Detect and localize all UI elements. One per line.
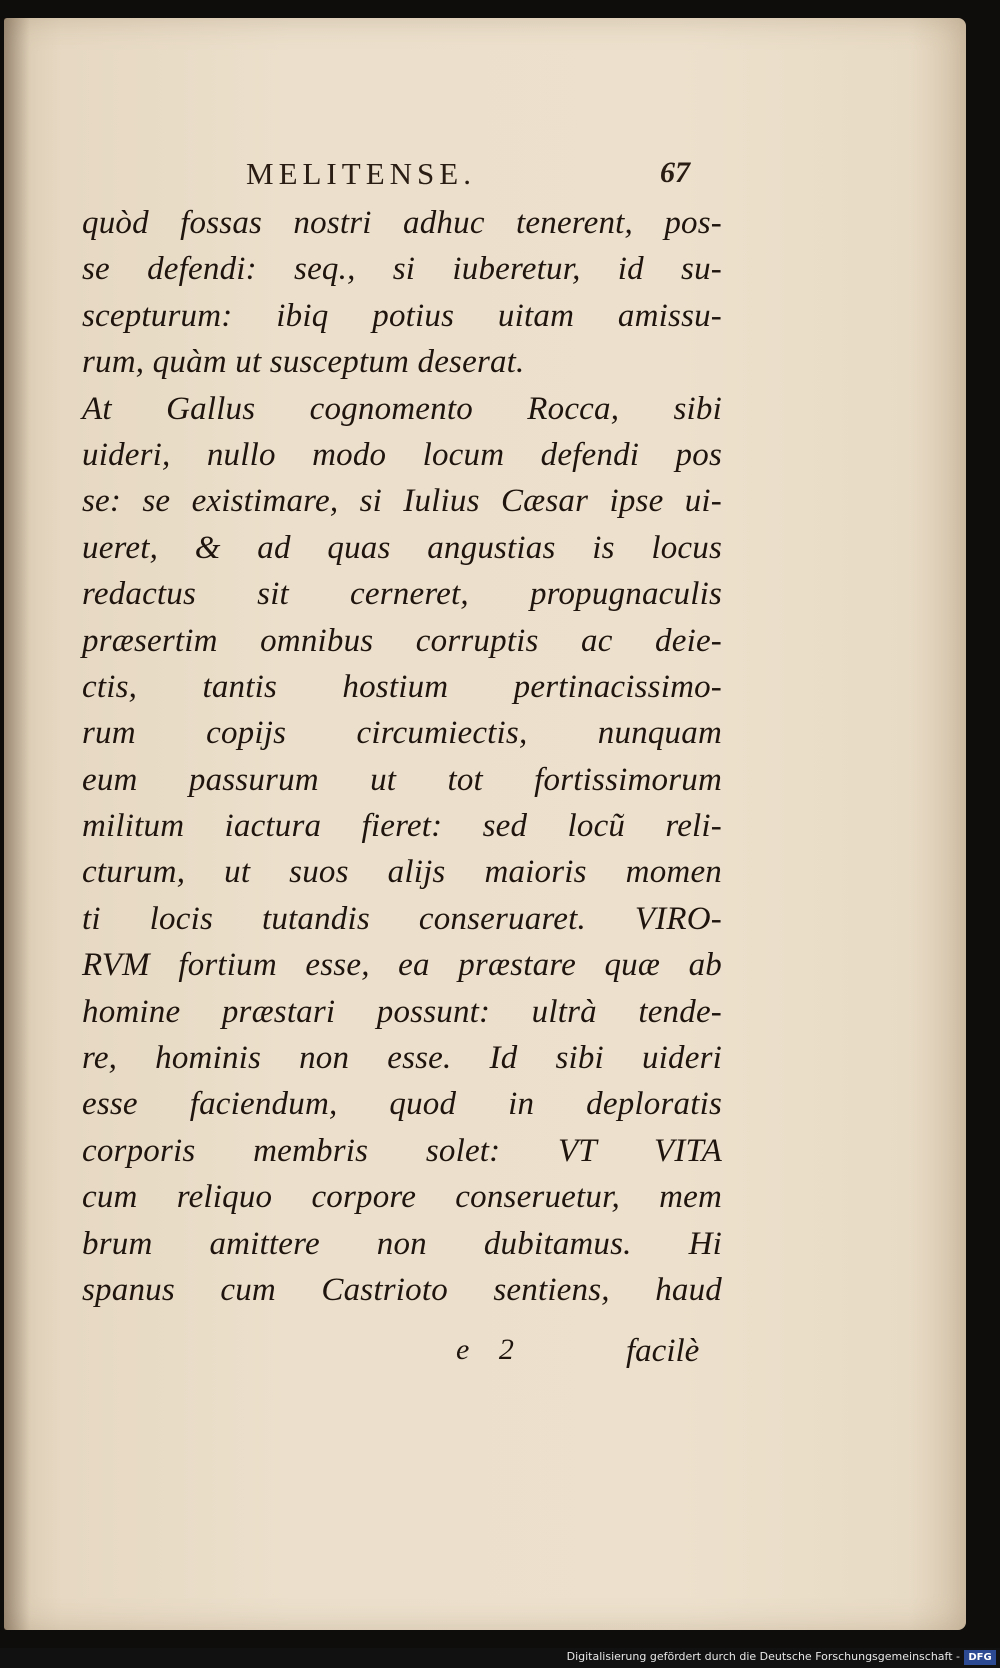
page-number: 67 <box>660 156 690 189</box>
text-line: corporis membris solet: VT VITA <box>82 1132 722 1169</box>
text-line: rum, quàm ut susceptum deserat. <box>82 344 525 381</box>
text-line: cum reliquo corpore conseruetur, mem <box>82 1179 722 1216</box>
text-block <box>82 200 722 1313</box>
credit-text: Digitalisierung gefördert durch die Deutsche Forschungsgemeinschaft - <box>566 1650 960 1663</box>
text-line: scepturum: ibiq potius uitam amissu- <box>82 297 722 334</box>
text-line: homine præstari possunt: ultrà tende- <box>82 993 722 1030</box>
signature-mark: e 2 <box>456 1333 514 1366</box>
text-line: rum copijs circumiectis, nunquam <box>82 715 722 752</box>
text-line: militum iactura fieret: sed locũ reli- <box>82 808 722 845</box>
catchword: facilè <box>626 1333 700 1369</box>
book-page <box>4 18 966 1630</box>
credit-bar <box>0 1648 1000 1668</box>
text-line: ueret, & ad quas angustias is locus <box>82 529 722 566</box>
running-head: MELITENSE. <box>246 156 476 191</box>
text-line: uideri, nullo modo locum defendi pos <box>82 436 722 473</box>
text-line: præsertim omnibus corruptis ac deie- <box>82 622 722 659</box>
text-line: eum passurum ut tot fortissimorum <box>82 761 722 798</box>
text-line: ti locis tutandis conseruaret. VIRO- <box>82 900 722 937</box>
page-footer <box>4 1333 966 1379</box>
text-line: redactus sit cerneret, propugnaculis <box>82 576 722 613</box>
text-line: se defendi: seq., si iuberetur, id su- <box>82 251 722 288</box>
page-header <box>4 156 966 196</box>
text-line: RVM fortium esse, ea præstare quæ ab <box>82 947 722 984</box>
text-line: quòd fossas nostri adhuc tenerent, pos- <box>82 205 722 241</box>
dfg-logo: DFG <box>964 1650 996 1665</box>
text-line: spanus cum Castrioto sentiens, haud <box>82 1271 722 1308</box>
text-line: ctis, tantis hostium pertinacissimo- <box>82 668 722 705</box>
text-line: brum amittere non dubitamus. Hi <box>82 1225 722 1262</box>
text-line: re, hominis non esse. Id sibi uideri <box>82 1040 722 1077</box>
text-line: At Gallus cognomento Rocca, sibi <box>82 390 722 427</box>
text-line: se: se existimare, si Iulius Cæsar ipse ui- <box>82 483 722 520</box>
text-line: cturum, ut suos alijs maioris momen <box>82 854 722 891</box>
text-line: esse faciendum, quod in deploratis <box>82 1086 722 1123</box>
spine-shadow <box>4 18 30 1630</box>
